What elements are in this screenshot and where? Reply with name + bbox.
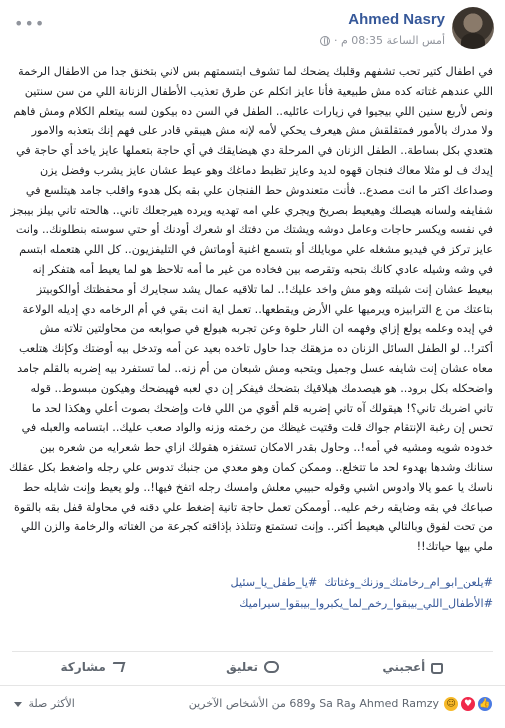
- share-label: مشاركة: [60, 659, 106, 674]
- hashtag[interactable]: #يلعن_ابو_ام_رخامتك_وزنك_وغتاتك: [324, 576, 493, 589]
- sort-comments-dropdown[interactable]: [14, 697, 75, 710]
- author-name[interactable]: Ahmed Nasry: [348, 11, 445, 28]
- love-reaction-icon: ♥: [460, 696, 476, 712]
- reaction-icons[interactable]: [443, 696, 493, 712]
- like-button[interactable]: [333, 652, 493, 681]
- thumbs-up-icon: [431, 663, 443, 674]
- post-header: [0, 0, 505, 58]
- comment-button[interactable]: [172, 652, 332, 681]
- post-meta: [320, 34, 445, 47]
- reaction-summary[interactable]: Ahmed Ramzy وSa Ra و689 من الأشخاص الآخرين: [188, 697, 439, 710]
- like-label: أعجبني: [382, 659, 426, 674]
- action-bar: [12, 651, 493, 681]
- post-body: في اطفال كتير تحب تشفهم وقلبك يضحك لما تشوف ابتسمتهم بس لاني بتخنق جدا من الاطفال الرخمة اللي عندهم غتاته كده مش طبيعية فأنا عايز اتكلم عن طرق تعذيب الأطفال الزنانة اللي من سن سنتين ونص لأربع سنين اللي بيجيوا في زيارات عائليه.. الطفل في السن ده بيكون لسه بيتعلم الكلام ومش فاهم ولا مدرك بالأمور فمتقلقش مش هيعرف يحكي لأمه لإنه مش هيبقي قادر على فهم إنك بتعذبه والامور هتعدي بكل بساطة.. الطفل الزنان في المرحلة دي هيضايقك في أي حاجة بتعملها عايز ياخد أي حاجة في إيدك ف لو مثلا معاك فنجان قهوه لديد وعايز تظبط دماغك وهو عيط عشان عايز يشرب وفضل يزن وصداعك اكتر ما انت مصدع.. فأنت متعندوش حط الفنجان علي بقه بكل هدوء واقلب جامد هيتلسع في شفايفه ولسانه هيصلك وهيعيط بصريخ ويجري علي امه تهديه ويرده هيرجعلك تاني.. هالحته تاني بيلز بيبجز في نفسه ويكسر حاجات وعامل دوشه ويشتك من دفتك او شعرك أودنك أو حتي سوسته بنطلونك.. وانت عايز تركز في فيديو مشغله علي موبايلك أو بتسمع اغنية أوماتش في التليفزيون.. كل اللي هتعمله ابتسم في وشه وشيله عادي كانك بتحبه وتقرصه بين فخاده من غير ما أمه تلاحظ هو لما يعيط أمه هتفكر إنه بيعيط عشان إنت شيلته وهو مش واخد عليك!.. لما تلاقيه عمال يشد سجايرك أو محفظتك أوالكوبيتز بتاعتك من ع الترابيزه ويرميها علي الأرض ويقطعها.. تعمل اية انت بقي في أم الرخامه دي إديله الولاعة في إيده وعلمه يولع إزاي وفهمه ان النار حلوة وعن تجربه هيولع في صوابعه من محاولتين تلاته مش أكتر!.. لو الطفل السائل الزنان ده مزهقك جدا حاول تاخده بعيد عن أمه وتدخل بيه أوضتك وكإنك هتلعب معاه عشان إنت شايفه عسل وجميل وبتحبه ومش شبعان من أم زنه.. لما تستفرد بيه إضربه بالقلم جامد واضحكله بكل برود.. هو هيصدمك هيلاقيك بتضحك فيفكر إن دي لعبه فهيضحك وهيكون مبسوط.. قوله تاني اضربك تاني؟! هيقولك آه تاني إضربه قلم أقوي من اللي فات وإضحك بصوت أعلي وهكذا لحد ما تحس إن رغبة الإنتقام جواك قلت وقتيت غيظك من رخمته وزنه والواد صعب عليك.. ابتسامه والعبله في خدوده شويه ومشيه في أمه!.. وحاول بقدر الامكان تستفزه هقولك ازاي حط شعرايه من شعره بين سنانك وشدها بهدوء لحد ما تتخلع.. وممكن كمان وهو معدي من جنبك تدوس علي رجله واضغط بكل عقلك ناسك يا عمو يالا وادوس اشبي وقوله حبيبي معلش وامسك رجله اتفخ فيها!.. ولو يعيط وإنت شايله حط صباعك في بقه وضايقه رخم عليه.. أوممكن تعمل حاجة تانية إضغط علي دقنه في محاولة قفل بقه بالقوة من تحت لفوق وبالتالي هيعيط أكتر.. وإنت تستمتع وتتلذذ بإذاقته كجرعة من الغتاته والرخامة والزن اللي ملي بيها حياتك!!: [8, 65, 493, 554]
- globe-icon: [320, 36, 330, 46]
- more-options-icon[interactable]: •••: [14, 14, 46, 33]
- avatar[interactable]: [452, 7, 494, 49]
- comment-icon: [264, 661, 279, 673]
- like-reaction-icon: 👍: [477, 696, 493, 712]
- comment-label: تعليق: [226, 659, 258, 674]
- hashtags: [9, 572, 493, 614]
- share-icon: [111, 662, 126, 672]
- sort-label: الأكثر صلة: [28, 697, 75, 710]
- hashtag[interactable]: #الأطفال_اللي_بيبقوا_رخم_لما_يكبروا_بيبقوا_سيراميك: [239, 597, 493, 610]
- chevron-down-icon: [14, 702, 22, 707]
- share-button[interactable]: [12, 652, 172, 681]
- reactions-bar: [0, 685, 505, 715]
- haha-reaction-icon: ☺: [443, 696, 459, 712]
- timestamp[interactable]: أمس الساعة 08:35 م ·: [333, 34, 445, 47]
- hashtag[interactable]: #يا_طفل_يا_سئيل: [230, 576, 318, 589]
